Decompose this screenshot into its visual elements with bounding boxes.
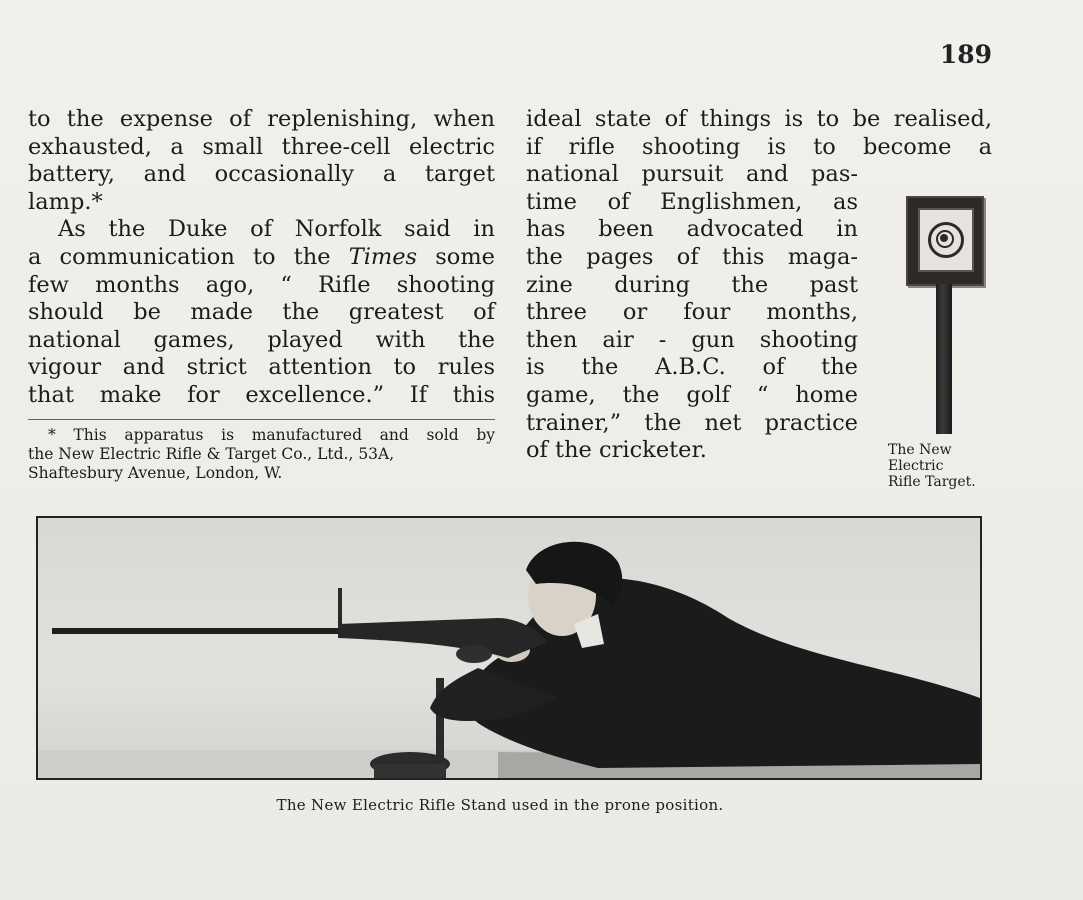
text-line: if rifle shooting is to become a <box>526 133 992 160</box>
text-line: of the cricketer. <box>526 437 707 464</box>
text-line: battery, and occasionally a target <box>28 161 495 188</box>
text-line: trainer,” the net practice <box>526 409 858 436</box>
text-line: should be made the greatest of <box>28 299 495 326</box>
text-line: the pages of this maga- <box>526 243 858 270</box>
photo-illustration <box>38 518 980 778</box>
text-line: lamp.* <box>28 188 103 215</box>
text-line: then air - gun shooting <box>526 326 858 353</box>
caption-line: Electric <box>888 458 944 474</box>
target-post <box>936 284 952 434</box>
text-line: national pursuit and pas- <box>526 161 858 188</box>
newspaper-title: Times <box>348 243 418 270</box>
prone-shooter-photograph <box>36 516 982 780</box>
text-line: that make for excellence.” If this <box>28 381 495 408</box>
text-line: vigour and strict attention to rules <box>28 354 495 381</box>
rifle-barrel <box>52 628 352 634</box>
target-caption <box>888 442 998 490</box>
stand-base-body <box>374 764 446 778</box>
text-line: has been advocated in <box>526 216 858 243</box>
text-line: national games, played with the <box>28 326 495 353</box>
text-line: time of Englishmen, as <box>526 188 858 215</box>
text-line: zine during the past <box>526 271 858 298</box>
text-line-with-italic <box>28 244 495 272</box>
target-face <box>918 208 974 272</box>
left-column <box>28 106 495 410</box>
footnote <box>28 426 495 483</box>
text-line: three or four months, <box>526 299 858 326</box>
text-line: game, the golf “ home <box>526 381 858 408</box>
text-line: to the expense of replenishing, when <box>28 106 495 132</box>
text-line: As the Duke of Norfolk said in <box>58 216 495 243</box>
electric-rifle-target-illustration <box>906 196 984 440</box>
target-board <box>906 196 984 286</box>
photo-caption: The New Electric Rifle Stand used in the prone position. <box>276 796 724 814</box>
page-number: 189 <box>939 40 992 69</box>
text-run: some <box>417 243 495 270</box>
caption-line: The New <box>888 442 952 458</box>
text-line: is the A.B.C. of the <box>526 354 858 381</box>
caption-line: Rifle Target. <box>888 474 976 490</box>
rifle-stock <box>338 618 548 658</box>
target-bullseye <box>940 234 948 242</box>
footnote-line: * This apparatus is manufactured and sold by <box>48 426 495 444</box>
text-line: few months ago, “ Rifle shooting <box>28 271 495 298</box>
text-run: a communication to the <box>28 243 349 270</box>
rifle-sight <box>338 588 342 628</box>
text-line: ideal state of things is to be realised, <box>526 106 992 132</box>
rifle-trigger-guard <box>456 645 492 663</box>
footnote-divider <box>28 419 495 420</box>
text-line: exhausted, a small three-cell electric <box>28 133 495 160</box>
footnote-line: Shaftesbury Avenue, London, W. <box>28 464 283 482</box>
footnote-line: the New Electric Rifle & Target Co., Ltd., 53A, <box>28 445 395 463</box>
